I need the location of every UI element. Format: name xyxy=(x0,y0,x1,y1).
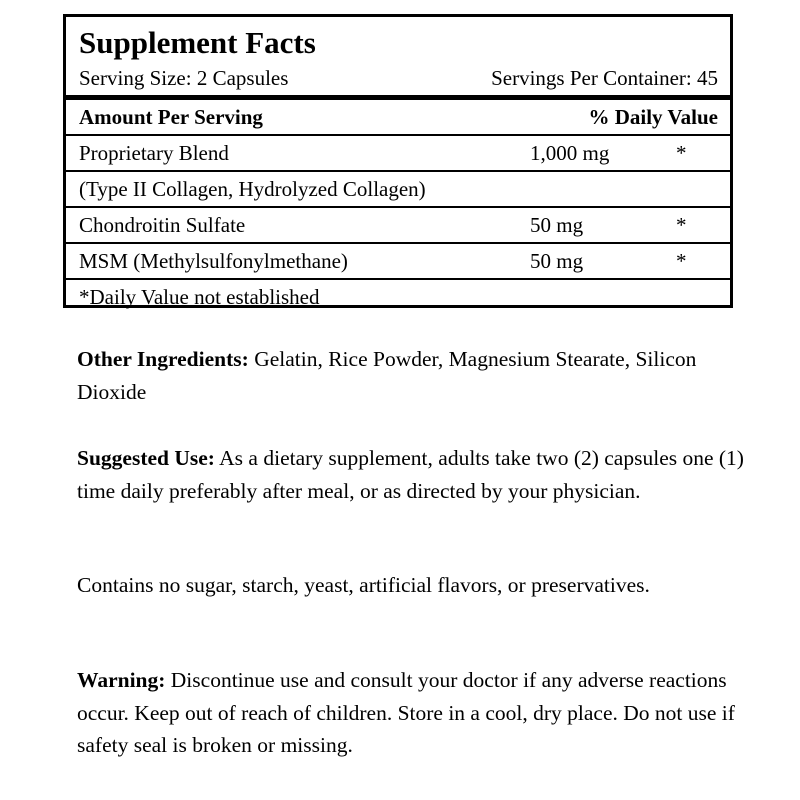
daily-value-header: % Daily Value xyxy=(588,105,718,129)
serving-size: Serving Size: 2 Capsules xyxy=(79,66,289,90)
table-header-row xyxy=(66,100,730,136)
suggested-use-label: Suggested Use: xyxy=(77,446,215,470)
ingredient-daily-value: * xyxy=(676,249,687,273)
footnote-row xyxy=(66,280,730,316)
warning-text: Discontinue use and consult your doctor if any adverse reactions occur. Keep out of reach of children. Store in a cool, dry place. Do not use if safety seal is broken or missing. xyxy=(77,668,735,757)
serving-info xyxy=(79,65,718,91)
ingredient-daily-value: * xyxy=(676,141,687,165)
table-row xyxy=(66,136,730,172)
ingredient-name: (Type II Collagen, Hydrolyzed Collagen) xyxy=(79,177,426,201)
supplement-facts-panel xyxy=(63,14,733,308)
ingredient-amount: 50 mg xyxy=(530,249,584,273)
facts-title: Supplement Facts xyxy=(79,25,316,60)
ingredient-name: Chondroitin Sulfate xyxy=(79,213,246,237)
table-row xyxy=(66,244,730,280)
servings-per-container: Servings Per Container: 45 xyxy=(491,66,718,90)
table-row xyxy=(66,208,730,244)
table-row xyxy=(66,172,730,208)
ingredient-daily-value: * xyxy=(676,213,687,237)
suggested-use xyxy=(77,442,757,507)
warning xyxy=(77,664,757,762)
other-ingredients-label: Other Ingredients: xyxy=(77,347,249,371)
amount-per-serving-header: Amount Per Serving xyxy=(79,105,263,129)
contains-statement xyxy=(77,569,697,602)
ingredient-name: Proprietary Blend xyxy=(79,141,229,165)
ingredient-amount: 1,000 mg xyxy=(530,141,610,165)
ingredient-name: MSM (Methylsulfonylmethane) xyxy=(79,249,348,273)
suggested-use-text: As a dietary supplement, adults take two (2) capsules one (1) time daily preferably after meal, or as directed by your physician. xyxy=(77,446,744,503)
other-ingredients-text: Gelatin, Rice Powder, Magnesium Stearate, Silicon Dioxide xyxy=(77,347,697,404)
warning-label: Warning: xyxy=(77,668,166,692)
ingredient-amount: 50 mg xyxy=(530,213,584,237)
other-ingredients xyxy=(77,343,717,408)
footnote: *Daily Value not established xyxy=(79,285,320,309)
contains-text: Contains no sugar, starch, yeast, artificial flavors, or preservatives. xyxy=(77,573,650,597)
